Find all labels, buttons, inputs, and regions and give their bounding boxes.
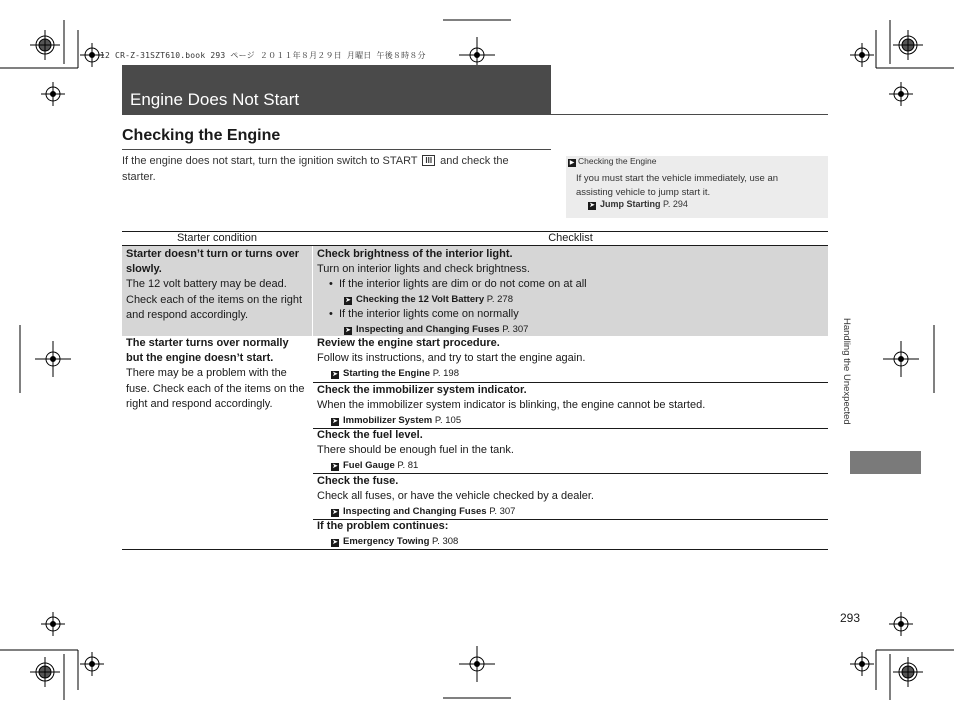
reference-arrow-icon: ➤ — [332, 463, 338, 470]
table-bottom-rule — [122, 549, 828, 550]
intro-paragraph — [122, 154, 542, 185]
crosshair-registration-icon — [893, 657, 923, 687]
reference-arrow-icon: ➤ — [332, 539, 338, 546]
check-reference[interactable]: ➤ Inspecting and Changing Fuses P. 307 — [332, 506, 516, 517]
crosshair-registration-icon — [41, 612, 65, 636]
ignition-start-key-icon: III — [422, 155, 435, 166]
print-header: 12 CR-Z-31SZT610.book 293 ページ ２０１１年８月２９日 月曜日 午後８時８分 — [100, 51, 426, 60]
sidenote-marker-icon: ▶ — [569, 160, 575, 166]
row2-condition-title: The starter turns over normally but the engine doesn’t start. — [126, 337, 289, 365]
chapter-title: Engine Does Not Start — [130, 90, 300, 109]
row1-bullet-2-reference[interactable]: ➤ Inspecting and Changing Fuses P. 307 — [345, 324, 529, 335]
title-rule — [122, 114, 828, 115]
check-item: Check the fuel level. There should be enough fuel in the tank. ➤ Fuel Gauge P. 81 — [317, 429, 514, 471]
row1-checklist — [317, 247, 587, 337]
page-number: 293 — [840, 611, 861, 625]
crosshair-registration-icon — [889, 82, 913, 106]
reference-arrow-icon: ➤ — [589, 202, 595, 209]
reference-page: P. 294 — [663, 199, 688, 209]
crosshair-registration-icon — [889, 612, 913, 636]
row1-bullet-1-reference[interactable]: ➤ Checking the 12 Volt Battery P. 278 — [345, 294, 513, 305]
check-reference[interactable]: ➤ Emergency Towing P. 308 — [332, 536, 459, 547]
crosshair-registration-icon — [80, 652, 104, 676]
row1-condition — [126, 247, 306, 323]
row1-check-text: Turn on interior lights and check brightness. — [317, 263, 530, 275]
crosshair-registration-icon — [35, 341, 71, 377]
intro-text: If the engine does not start, turn the ignition switch to START — [122, 155, 418, 167]
row1-condition-title: Starter doesn’t turn or turns over slowly. — [126, 248, 299, 276]
intro-text-end: and check the starter. — [122, 155, 509, 183]
column-header-checklist: Checklist — [548, 232, 593, 244]
check-item: Check the fuse. Check all fuses, or have the vehicle checked by a dealer. ➤ Inspecting and Changing Fuses P. 307 — [317, 475, 594, 517]
side-tab-marker — [850, 451, 921, 474]
sidenote-box — [566, 156, 828, 218]
reference-arrow-icon: ➤ — [345, 327, 351, 334]
sidenote-reference[interactable] — [588, 199, 688, 210]
column-header-condition: Starter condition — [176, 232, 258, 244]
section-title: Checking the Engine — [122, 127, 281, 144]
crosshair-registration-icon — [850, 652, 874, 676]
row1-condition-text: The 12 volt battery may be dead. Check each of the items on the right and respond accordingly. — [126, 278, 303, 321]
crosshair-registration-icon — [883, 341, 919, 377]
check-reference[interactable]: ➤ Fuel Gauge P. 81 — [332, 460, 419, 471]
check-item: Review the engine start procedure. Follow its instructions, and try to start the engine again. ➤ Starting the Engine P. 198 — [317, 337, 586, 379]
crosshair-registration-icon — [459, 646, 495, 682]
crosshair-registration-icon — [30, 657, 60, 687]
sidenote-heading-row — [568, 156, 656, 167]
crosshair-registration-icon — [850, 43, 874, 67]
check-reference[interactable]: ➤ Starting the Engine P. 198 — [332, 368, 459, 379]
section-rule — [122, 149, 551, 150]
check-item: Check the immobilizer system indicator. When the immobilizer system indicator is blinking, the engine cannot be started. ➤ Immobilizer System P. 105 — [317, 384, 706, 426]
crosshair-registration-icon — [30, 30, 60, 60]
side-tab-label: Handling the Unexpected — [841, 318, 852, 425]
crosshair-registration-icon — [41, 82, 65, 106]
row2-condition — [126, 336, 308, 412]
reference-arrow-icon: ➤ — [332, 418, 338, 425]
reference-arrow-icon: ➤ — [332, 371, 338, 378]
row1-bullet-1: • If the interior lights are dim or do not come on at all — [329, 278, 587, 290]
sidenote-heading: Checking the Engine — [578, 156, 657, 166]
crosshair-registration-icon — [893, 30, 923, 60]
reference-arrow-icon: ➤ — [345, 297, 351, 304]
reference-title[interactable]: Jump Starting — [600, 199, 661, 209]
row1-bullet-2: • If the interior lights come on normally — [329, 308, 519, 320]
chapter-title-bar — [122, 65, 551, 114]
check-item: If the problem continues: ➤ Emergency Towing P. 308 — [317, 520, 459, 547]
reference-arrow-icon: ➤ — [332, 509, 338, 516]
row-divider — [312, 246, 313, 336]
sidenote-body: If you must start the vehicle immediately, use an assisting vehicle to jump start it. — [576, 173, 779, 198]
row2-condition-text: There may be a problem with the fuse. Check each of the items on the right and respond accordingly. — [126, 367, 305, 410]
check-reference[interactable]: ➤ Immobilizer System P. 105 — [332, 415, 462, 426]
row1-check-title: Check brightness of the interior light. — [317, 248, 513, 260]
